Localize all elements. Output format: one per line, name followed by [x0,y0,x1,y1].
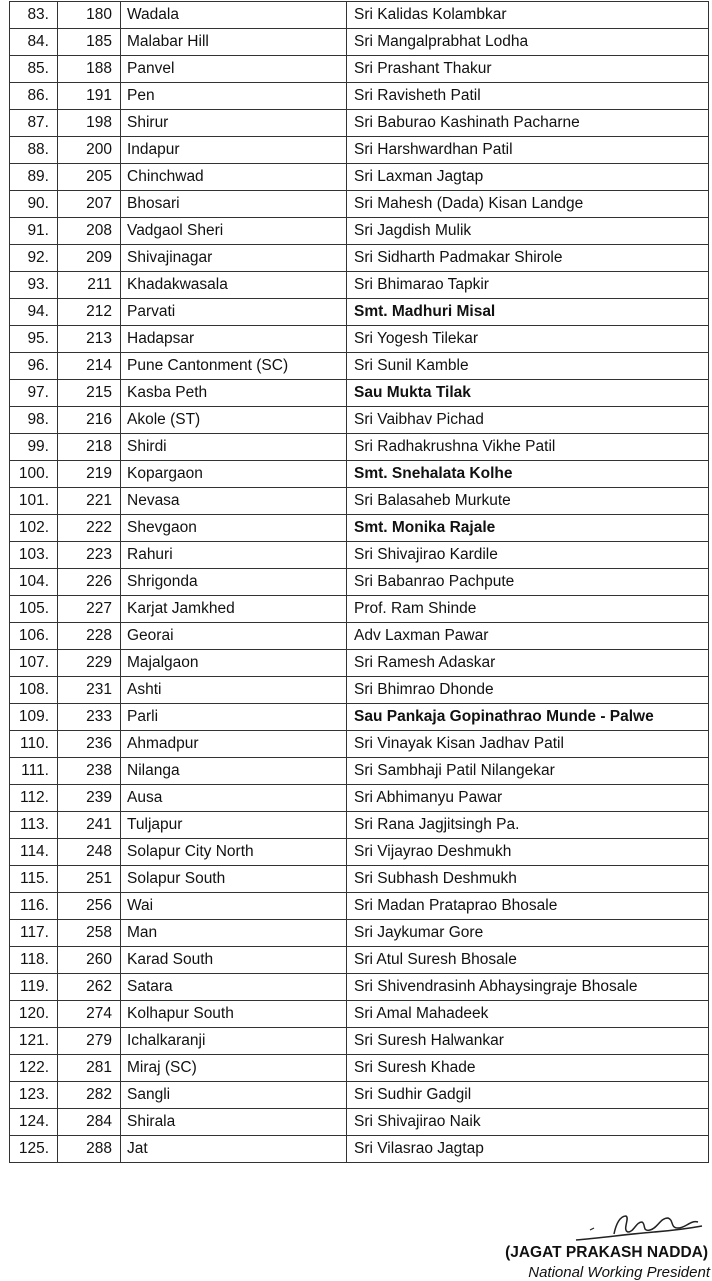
constituency-name-cell: Ahmadpur [121,731,347,758]
serial-number-cell: 108. [10,677,58,704]
serial-number-cell: 91. [10,218,58,245]
serial-number-cell: 114. [10,839,58,866]
serial-number-cell: 95. [10,326,58,353]
constituency-name-cell: Akole (ST) [121,407,347,434]
constituency-number-cell: 214 [58,353,121,380]
constituency-number-cell: 205 [58,164,121,191]
constituency-number-cell: 260 [58,947,121,974]
table-row [10,56,709,83]
candidate-name-cell: Sri Yogesh Tilekar [347,326,709,353]
serial-number-cell: 93. [10,272,58,299]
serial-number-cell: 88. [10,137,58,164]
constituency-number-cell: 212 [58,299,121,326]
constituency-name-cell: Shirdi [121,434,347,461]
constituency-number-cell: 200 [58,137,121,164]
table-row [10,704,709,731]
constituency-name-cell: Nevasa [121,488,347,515]
constituency-name-cell: Bhosari [121,191,347,218]
constituency-number-cell: 209 [58,245,121,272]
constituency-name-cell: Khadakwasala [121,272,347,299]
serial-number-cell: 113. [10,812,58,839]
serial-number-cell: 96. [10,353,58,380]
candidate-name-cell: Sri Balasaheb Murkute [347,488,709,515]
constituency-number-cell: 229 [58,650,121,677]
constituency-name-cell: Ausa [121,785,347,812]
candidate-name-cell: Sri Vaibhav Pichad [347,407,709,434]
candidate-table-body [10,2,709,1163]
serial-number-cell: 89. [10,164,58,191]
constituency-name-cell: Wadala [121,2,347,29]
constituency-number-cell: 215 [58,380,121,407]
table-row [10,434,709,461]
candidate-name-cell: Sri Ravisheth Patil [347,83,709,110]
constituency-name-cell: Kolhapur South [121,1001,347,1028]
constituency-number-cell: 251 [58,866,121,893]
constituency-name-cell: Georai [121,623,347,650]
signatory-name: (JAGAT PRAKASH NADDA) [505,1244,708,1261]
serial-number-cell: 123. [10,1082,58,1109]
constituency-name-cell: Karjat Jamkhed [121,596,347,623]
table-row [10,29,709,56]
table-row [10,569,709,596]
constituency-name-cell: Man [121,920,347,947]
constituency-number-cell: 216 [58,407,121,434]
table-row [10,677,709,704]
serial-number-cell: 117. [10,920,58,947]
candidate-name-cell: Sau Mukta Tilak [347,380,709,407]
candidate-name-cell: Sri Jaykumar Gore [347,920,709,947]
constituency-name-cell: Satara [121,974,347,1001]
table-row [10,488,709,515]
candidate-name-cell: Sri Shivajirao Naik [347,1109,709,1136]
constituency-name-cell: Indapur [121,137,347,164]
constituency-number-cell: 222 [58,515,121,542]
constituency-name-cell: Kopargaon [121,461,347,488]
table-row [10,920,709,947]
constituency-number-cell: 231 [58,677,121,704]
constituency-number-cell: 281 [58,1055,121,1082]
serial-number-cell: 86. [10,83,58,110]
constituency-name-cell: Parli [121,704,347,731]
serial-number-cell: 111. [10,758,58,785]
table-row [10,353,709,380]
serial-number-cell: 103. [10,542,58,569]
constituency-number-cell: 262 [58,974,121,1001]
table-row [10,1001,709,1028]
constituency-name-cell: Ichalkaranji [121,1028,347,1055]
constituency-number-cell: 207 [58,191,121,218]
constituency-name-cell: Sangli [121,1082,347,1109]
candidate-name-cell: Sri Suresh Khade [347,1055,709,1082]
constituency-number-cell: 274 [58,1001,121,1028]
constituency-name-cell: Shrigonda [121,569,347,596]
candidate-name-cell: Sri Shivendrasinh Abhaysingraje Bhosale [347,974,709,1001]
table-row [10,380,709,407]
candidate-name-cell: Sri Subhash Deshmukh [347,866,709,893]
table-row [10,650,709,677]
serial-number-cell: 97. [10,380,58,407]
constituency-name-cell: Solapur City North [121,839,347,866]
constituency-number-cell: 279 [58,1028,121,1055]
serial-number-cell: 122. [10,1055,58,1082]
table-row [10,137,709,164]
table-row [10,110,709,137]
candidate-name-cell: Sri Vijayrao Deshmukh [347,839,709,866]
table-row [10,974,709,1001]
constituency-number-cell: 228 [58,623,121,650]
candidate-name-cell: Sri Babanrao Pachpute [347,569,709,596]
constituency-number-cell: 218 [58,434,121,461]
table-row [10,191,709,218]
table-row [10,758,709,785]
candidate-name-cell: Sri Vilasrao Jagtap [347,1136,709,1163]
constituency-number-cell: 188 [58,56,121,83]
signature-block [500,1200,710,1280]
serial-number-cell: 92. [10,245,58,272]
candidate-name-cell: Sri Prashant Thakur [347,56,709,83]
candidate-name-cell: Sri Jagdish Mulik [347,218,709,245]
candidate-name-cell: Sri Sunil Kamble [347,353,709,380]
constituency-number-cell: 238 [58,758,121,785]
constituency-name-cell: Malabar Hill [121,29,347,56]
table-row [10,542,709,569]
candidate-name-cell: Sri Rana Jagjitsingh Pa. [347,812,709,839]
candidate-name-cell: Sri Bhimarao Tapkir [347,272,709,299]
constituency-name-cell: Nilanga [121,758,347,785]
constituency-number-cell: 241 [58,812,121,839]
constituency-name-cell: Wai [121,893,347,920]
serial-number-cell: 100. [10,461,58,488]
table-row [10,893,709,920]
constituency-name-cell: Vadgaol Sheri [121,218,347,245]
serial-number-cell: 83. [10,2,58,29]
constituency-name-cell: Parvati [121,299,347,326]
table-row [10,866,709,893]
candidate-name-cell: Smt. Madhuri Misal [347,299,709,326]
constituency-name-cell: Pune Cantonment (SC) [121,353,347,380]
table-row [10,1082,709,1109]
candidate-name-cell: Adv Laxman Pawar [347,623,709,650]
table-row [10,515,709,542]
serial-number-cell: 120. [10,1001,58,1028]
candidate-name-cell: Sri Laxman Jagtap [347,164,709,191]
constituency-name-cell: Shirala [121,1109,347,1136]
constituency-name-cell: Ashti [121,677,347,704]
constituency-number-cell: 284 [58,1109,121,1136]
candidate-name-cell: Sri Sidharth Padmakar Shirole [347,245,709,272]
constituency-number-cell: 191 [58,83,121,110]
serial-number-cell: 104. [10,569,58,596]
candidate-name-cell: Sau Pankaja Gopinathrao Munde - Palwe [347,704,709,731]
serial-number-cell: 84. [10,29,58,56]
serial-number-cell: 112. [10,785,58,812]
candidate-name-cell: Prof. Ram Shinde [347,596,709,623]
candidate-name-cell: Sri Harshwardhan Patil [347,137,709,164]
serial-number-cell: 94. [10,299,58,326]
serial-number-cell: 105. [10,596,58,623]
candidate-name-cell: Sri Kalidas Kolambkar [347,2,709,29]
table-row [10,83,709,110]
constituency-name-cell: Shevgaon [121,515,347,542]
serial-number-cell: 121. [10,1028,58,1055]
constituency-number-cell: 282 [58,1082,121,1109]
table-row [10,299,709,326]
candidate-name-cell: Sri Ramesh Adaskar [347,650,709,677]
constituency-number-cell: 248 [58,839,121,866]
serial-number-cell: 102. [10,515,58,542]
candidate-name-cell: Smt. Monika Rajale [347,515,709,542]
constituency-number-cell: 223 [58,542,121,569]
table-row [10,407,709,434]
table-row [10,1055,709,1082]
constituency-name-cell: Chinchwad [121,164,347,191]
table-row [10,623,709,650]
table-row [10,461,709,488]
constituency-number-cell: 236 [58,731,121,758]
serial-number-cell: 98. [10,407,58,434]
serial-number-cell: 124. [10,1109,58,1136]
table-row [10,2,709,29]
serial-number-cell: 101. [10,488,58,515]
constituency-name-cell: Miraj (SC) [121,1055,347,1082]
serial-number-cell: 119. [10,974,58,1001]
constituency-number-cell: 239 [58,785,121,812]
table-row [10,326,709,353]
candidate-name-cell: Sri Mahesh (Dada) Kisan Landge [347,191,709,218]
serial-number-cell: 110. [10,731,58,758]
table-row [10,218,709,245]
constituency-number-cell: 227 [58,596,121,623]
table-row [10,731,709,758]
constituency-number-cell: 211 [58,272,121,299]
table-row [10,245,709,272]
candidate-name-cell: Sri Sudhir Gadgil [347,1082,709,1109]
constituency-name-cell: Shivajinagar [121,245,347,272]
signatory-designation: National Working President [528,1264,710,1281]
candidate-name-cell: Sri Bhimrao Dhonde [347,677,709,704]
constituency-name-cell: Majalgaon [121,650,347,677]
serial-number-cell: 109. [10,704,58,731]
constituency-number-cell: 258 [58,920,121,947]
serial-number-cell: 118. [10,947,58,974]
candidate-name-cell: Sri Atul Suresh Bhosale [347,947,709,974]
serial-number-cell: 115. [10,866,58,893]
candidate-name-cell: Sri Shivajirao Kardile [347,542,709,569]
candidate-name-cell: Sri Sambhaji Patil Nilangekar [347,758,709,785]
constituency-number-cell: 226 [58,569,121,596]
constituency-name-cell: Tuljapur [121,812,347,839]
candidate-name-cell: Sri Madan Prataprao Bhosale [347,893,709,920]
constituency-number-cell: 198 [58,110,121,137]
candidate-name-cell: Sri Amal Mahadeek [347,1001,709,1028]
constituency-name-cell: Solapur South [121,866,347,893]
constituency-name-cell: Rahuri [121,542,347,569]
candidate-name-cell: Sri Mangalprabhat Lodha [347,29,709,56]
table-row [10,812,709,839]
constituency-number-cell: 213 [58,326,121,353]
constituency-name-cell: Kasba Peth [121,380,347,407]
constituency-number-cell: 233 [58,704,121,731]
constituency-name-cell: Hadapsar [121,326,347,353]
serial-number-cell: 85. [10,56,58,83]
constituency-name-cell: Pen [121,83,347,110]
table-row [10,1028,709,1055]
table-row [10,785,709,812]
constituency-number-cell: 208 [58,218,121,245]
table-row [10,596,709,623]
candidate-name-cell: Sri Abhimanyu Pawar [347,785,709,812]
candidate-table [9,1,709,1163]
constituency-name-cell: Panvel [121,56,347,83]
constituency-number-cell: 221 [58,488,121,515]
constituency-number-cell: 219 [58,461,121,488]
candidate-name-cell: Smt. Snehalata Kolhe [347,461,709,488]
candidate-name-cell: Sri Radhakrushna Vikhe Patil [347,434,709,461]
table-row [10,1109,709,1136]
constituency-name-cell: Shirur [121,110,347,137]
handwritten-signature-icon [570,1210,710,1246]
constituency-number-cell: 180 [58,2,121,29]
serial-number-cell: 107. [10,650,58,677]
constituency-number-cell: 288 [58,1136,121,1163]
constituency-name-cell: Jat [121,1136,347,1163]
table-row [10,947,709,974]
candidate-name-cell: Sri Vinayak Kisan Jadhav Patil [347,731,709,758]
table-row [10,1136,709,1163]
serial-number-cell: 99. [10,434,58,461]
serial-number-cell: 87. [10,110,58,137]
constituency-number-cell: 256 [58,893,121,920]
candidate-name-cell: Sri Suresh Halwankar [347,1028,709,1055]
serial-number-cell: 116. [10,893,58,920]
table-row [10,839,709,866]
constituency-name-cell: Karad South [121,947,347,974]
constituency-number-cell: 185 [58,29,121,56]
table-row [10,164,709,191]
table-row [10,272,709,299]
candidate-name-cell: Sri Baburao Kashinath Pacharne [347,110,709,137]
serial-number-cell: 125. [10,1136,58,1163]
serial-number-cell: 106. [10,623,58,650]
serial-number-cell: 90. [10,191,58,218]
